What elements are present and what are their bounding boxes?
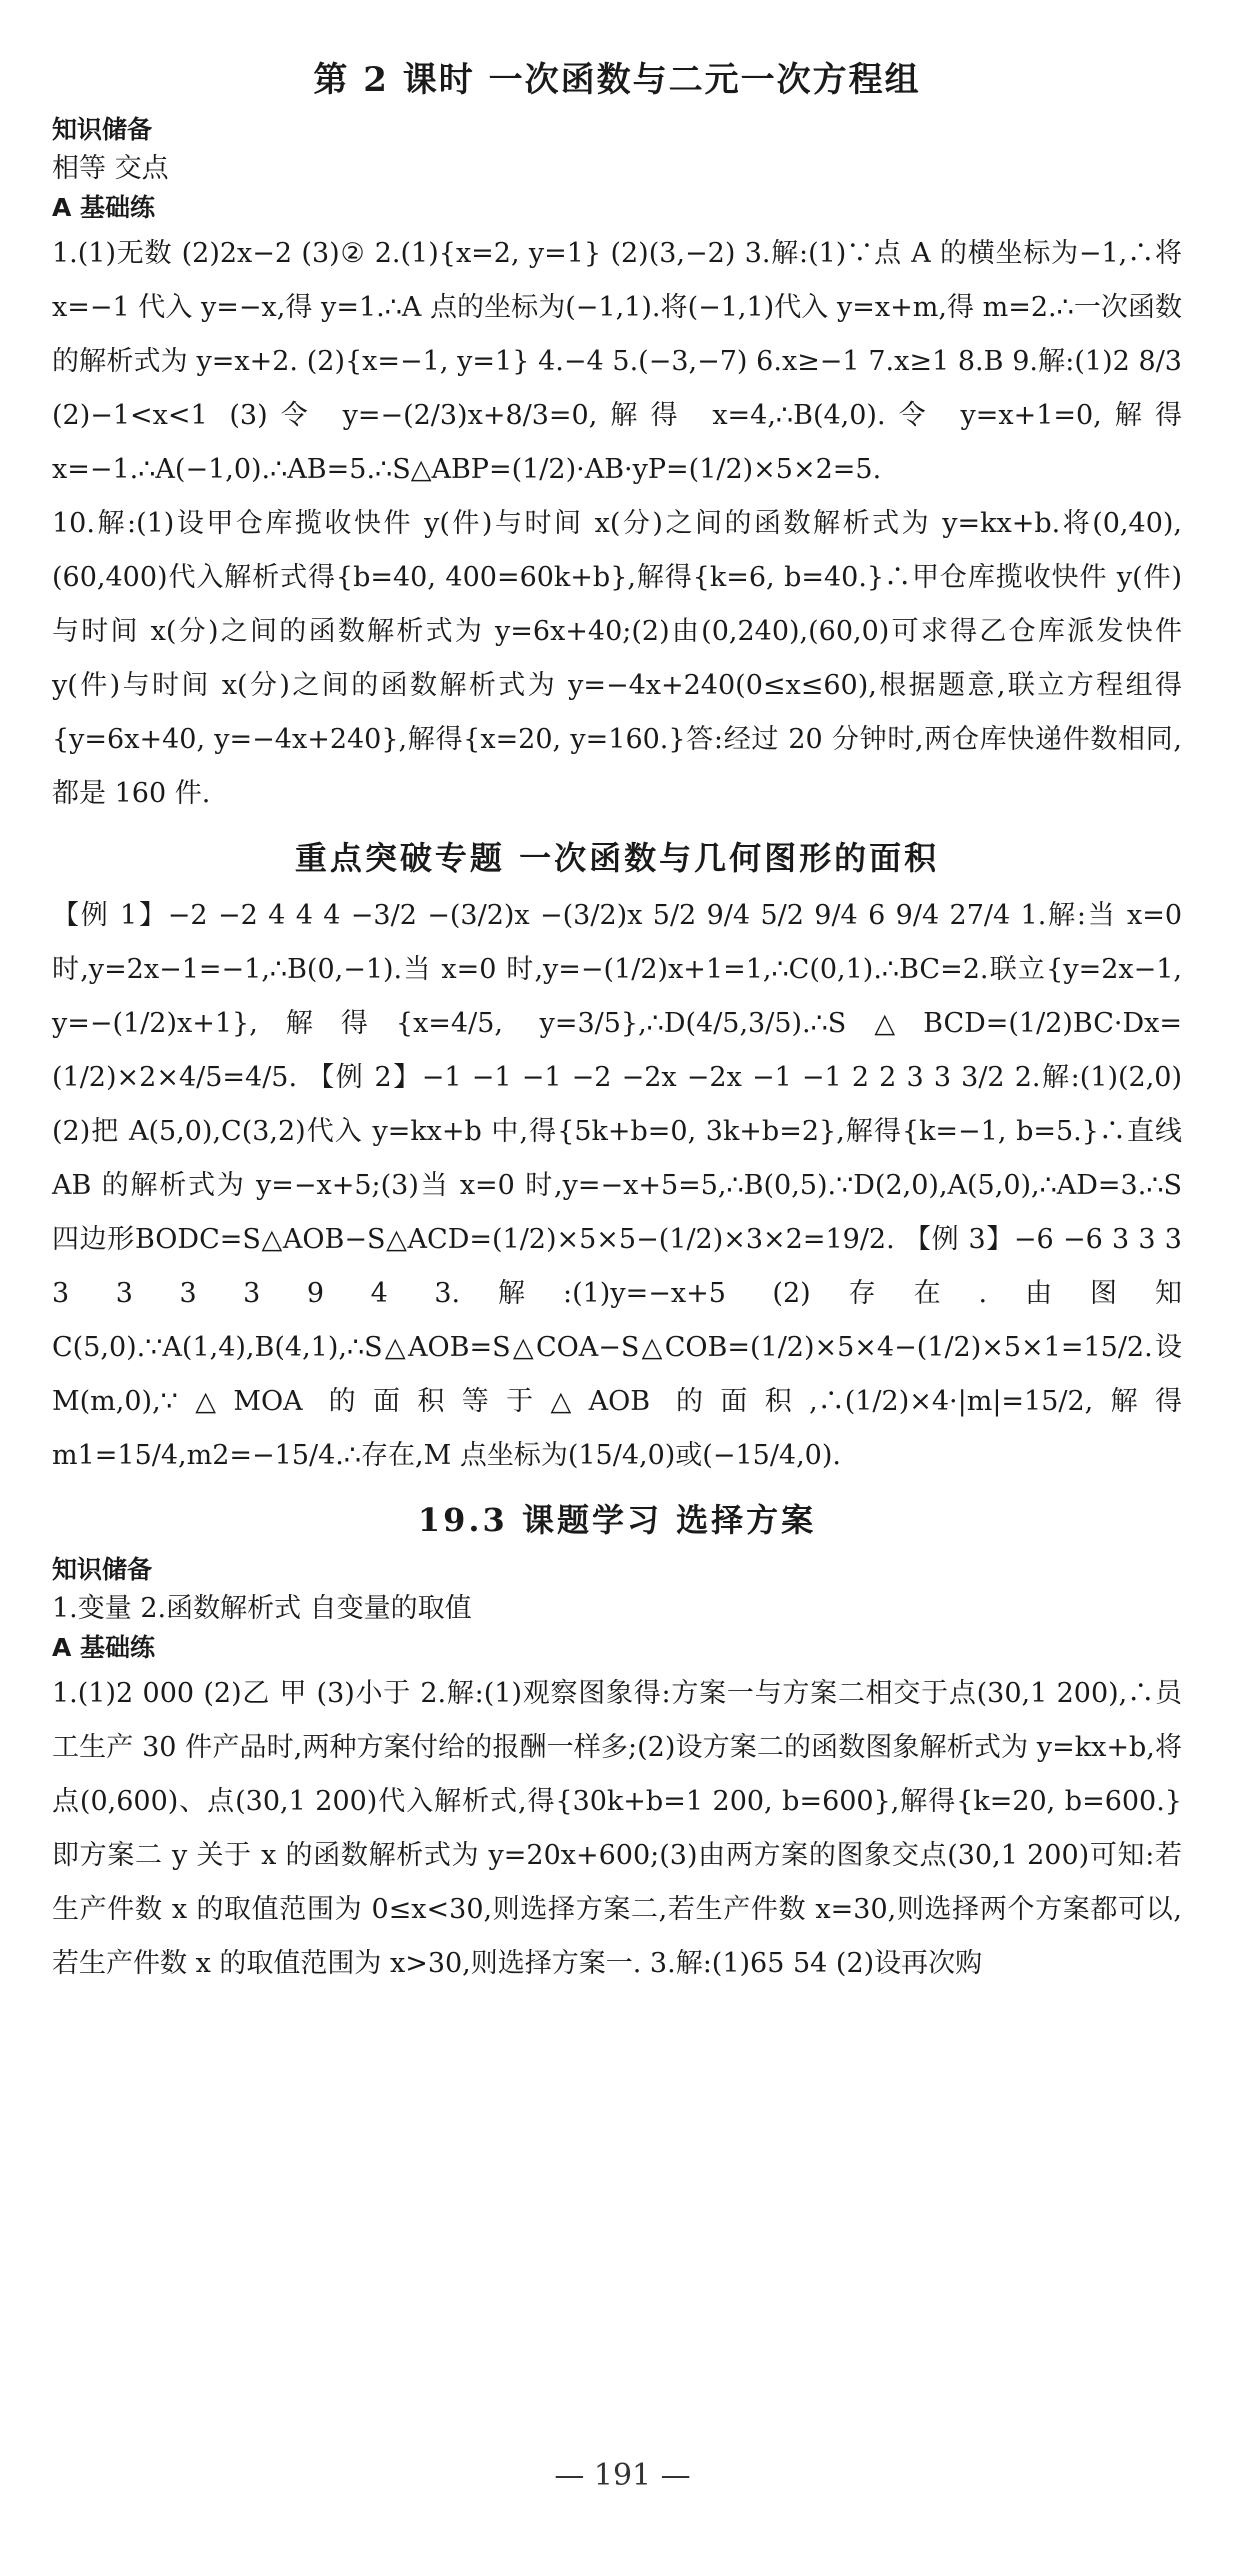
section-19-3-title: 19.3 课题学习 选择方案: [417, 1501, 817, 1539]
basic-label-1: A 基础练: [52, 193, 156, 222]
answers-paragraph-3: 1.(1)2 000 (2)乙 甲 (3)小于 2.解:(1)观察图象得:方案一与方案二相交于点(30,1 200),∴员工生产 30 件产品时,两种方案付给的报酬一样多;(2)设方案二的函数图象解析式为 y=kx+b,将点(0,600)、点(30,1 200)代入解析式,得{30k+b=1 200, b=600},解得{k=20, b=600.}即方案二 y 关于 x 的函数解析式为 y=20x+600;(3)由两方案的图象交点(30,1 200)可知:若生产件数 x 的取值范围为 0≤x<30,则选择方案二,若生产件数 x=30,则选择两个方案都可以,若生产件数 x 的取值范围为 x>30,则选择方案一. 3.解:(1)65 54 (2)设再次购: [52, 1678, 1182, 1979]
knowledge-label-1: 知识储备: [52, 115, 153, 144]
knowledge-answers-1: 相等 交点: [52, 153, 169, 184]
page-content: [52, 52, 1182, 1991]
lesson-title: 第 2 课时 一次函数与二元一次方程组: [313, 60, 921, 100]
special-topic-title: 重点突破专题 一次函数与几何图形的面积: [294, 839, 940, 877]
knowledge-answers-2: 1.变量 2.函数解析式 自变量的取值: [52, 1593, 472, 1624]
answers-paragraph-2: 10.解:(1)设甲仓库揽收快件 y(件)与时间 x(分)之间的函数解析式为 y=kx+b.将(0,40),(60,400)代入解析式得{b=40, 400=60k+b},解得{k=6, b=40.}∴甲仓库揽收快件 y(件)与时间 x(分)之间的函数解析式为 y=6x+40;(2)由(0,240),(60,0)可求得乙仓库派发快件 y(件)与时间 x(分)之间的函数解析式为 y=−4x+240(0≤x≤60),根据题意,联立方程组得{y=6x+40, y=−4x+240},解得{x=20, y=160.}答:经过 20 分钟时,两仓库快递件数相同,都是 160 件.: [52, 508, 1182, 809]
answers-paragraph-1: 1.(1)无数 (2)2x−2 (3)② 2.(1){x=2, y=1} (2)(3,−2) 3.解:(1)∵点 A 的横坐标为−1,∴将 x=−1 代入 y=−x,得 y=1.∴A 点的坐标为(−1,1).将(−1,1)代入 y=x+m,得 m=2.∴一次函数的解析式为 y=x+2. (2){x=−1, y=1} 4.−4 5.(−3,−7) 6.x≥−1 7.x≥1 8.B 9.解:(1)2 8/3 (2)−1<x<1 (3)令 y=−(2/3)x+8/3=0,解得 x=4,∴B(4,0).令 y=x+1=0,解得 x=−1.∴A(−1,0).∴AB=5.∴S△ABP=(1/2)·AB·yP=(1/2)×5×2=5.: [52, 238, 1182, 485]
basic-label-2: A 基础练: [52, 1633, 156, 1662]
special-topic-paragraph: 【例 1】−2 −2 4 4 4 −3/2 −(3/2)x −(3/2)x 5/2 9/4 5/2 9/4 6 9/4 27/4 1.解:当 x=0 时,y=2x−1=−1,∴B(0,−1).当 x=0 时,y=−(1/2)x+1=1,∴C(0,1).∴BC=2.联立{y=2x−1, y=−(1/2)x+1},解得{x=4/5, y=3/5},∴D(4/5,3/5).∴S△BCD=(1/2)BC·Dx=(1/2)×2×4/5=4/5. 【例 2】−1 −1 −1 −2 −2x −2x −1 −1 2 2 3 3 3/2 2.解:(1)(2,0) (2)把 A(5,0),C(3,2)代入 y=kx+b 中,得{5k+b=0, 3k+b=2},解得{k=−1, b=5.}∴直线 AB 的解析式为 y=−x+5;(3)当 x=0 时,y=−x+5=5,∴B(0,5).∵D(2,0),A(5,0),∴AD=3.∴S四边形BODC=S△AOB−S△ACD=(1/2)×5×5−(1/2)×3×2=19/2. 【例 3】−6 −6 3 3 3 3 3 3 3 9 4 3.解:(1)y=−x+5 (2)存在.由图知 C(5,0).∵A(1,4),B(4,1),∴S△AOB=S△COA−S△COB=(1/2)×5×4−(1/2)×5×1=15/2.设 M(m,0),∵△MOA 的面积等于△AOB 的面积,∴(1/2)×4·|m|=15/2,解得 m1=15/4,m2=−15/4.∴存在,M 点坐标为(15/4,0)或(−15/4,0).: [52, 900, 1182, 1471]
page-number: — 191 —: [554, 2458, 691, 2493]
knowledge-label-2: 知识储备: [52, 1555, 153, 1584]
